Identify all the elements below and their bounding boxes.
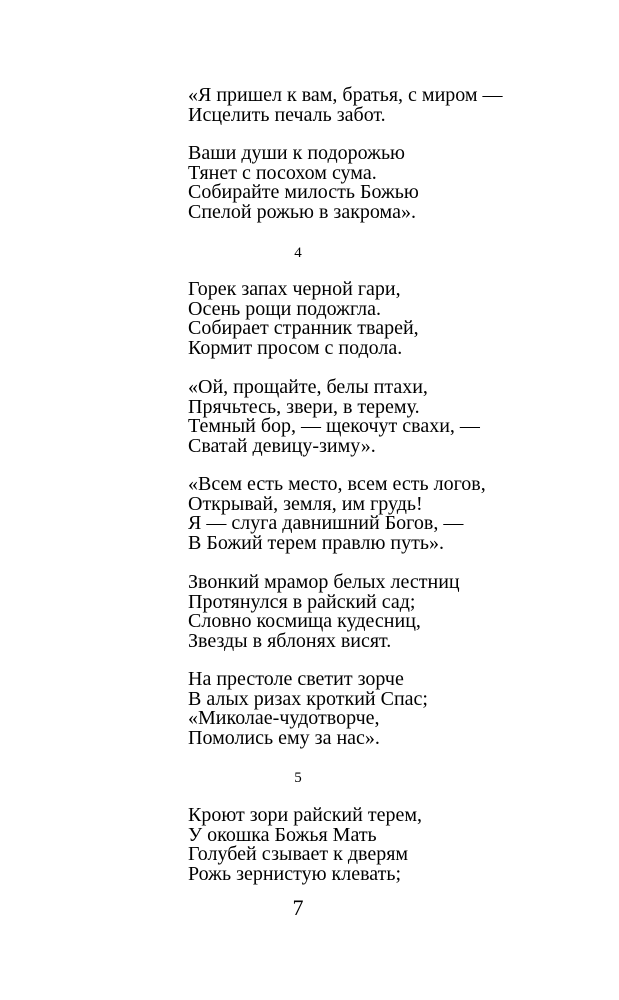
stanza-6 (188, 573, 548, 651)
poem-line: Осень рощи подожгла. (188, 297, 382, 320)
poem-line: Спелой рожью в закрома». (188, 200, 416, 223)
poem-line: «Ой, прощайте, белы птахи, (188, 376, 428, 398)
stanza-4 (188, 378, 548, 456)
poem-line: Кроют зори райский терем, (188, 804, 422, 826)
poem-line: Помолись ему за нас». (188, 726, 380, 749)
stanza-5 (188, 475, 548, 553)
poem-line: Сватай девицу-зиму». (188, 434, 376, 457)
stanza-2 (188, 144, 548, 222)
poem-line: На престоле светит зорче (188, 668, 404, 690)
poem-line: Ваши души к подорожью (188, 142, 406, 164)
poem-line: Звезды в яблонях висят. (188, 629, 392, 652)
poem-line: Я — слуга давнишний Богов, — (188, 512, 464, 534)
poem-line: Протянулся в райский сад; (188, 590, 416, 613)
poem-line: «Миколае-чудотворче, (188, 707, 380, 729)
poem-line: В алых ризах кроткий Спас; (188, 687, 428, 710)
stanza-8 (188, 806, 548, 884)
stanza-7 (188, 670, 548, 748)
poem-line: Горек запах черной гари, (188, 278, 401, 300)
poem-line: Рожь зернистую клевать; (188, 862, 402, 885)
poem-line: Темный бор, — щекочут свахи, — (188, 415, 480, 437)
poem-line: Голубей сзывает к дверям (188, 843, 409, 865)
section-number-5: 5 (294, 770, 302, 786)
poem-line: Прячьтесь, звери, в терему. (188, 395, 420, 418)
poem-line: Открывай, земля, им грудь! (188, 492, 423, 515)
poem-line: Звонкий мрамор белых лестниц (188, 571, 460, 593)
stanza-3 (188, 280, 548, 358)
poem-line: Исцелить печаль забот. (188, 103, 386, 126)
poem-line: Словно космища кудесниц, (188, 610, 421, 632)
stanza-1 (188, 86, 548, 125)
poem-line: У окошка Божья Мать (188, 823, 377, 846)
poem-line: Собирает странник тварей, (188, 317, 419, 339)
poem-line: Собирайте милость Божью (188, 181, 419, 203)
poem-line: Тянет с посохом сума. (188, 161, 377, 184)
poem-line: В Божий терем правлю путь». (188, 531, 444, 554)
poem-line: «Всем есть место, всем есть логов, (188, 473, 486, 495)
page-number: 7 (292, 895, 304, 920)
poem-line: Кормит просом с подола. (188, 336, 403, 359)
section-number-4: 4 (294, 245, 302, 261)
poem-line: «Я пришел к вам, братья, с миром — (188, 84, 503, 106)
